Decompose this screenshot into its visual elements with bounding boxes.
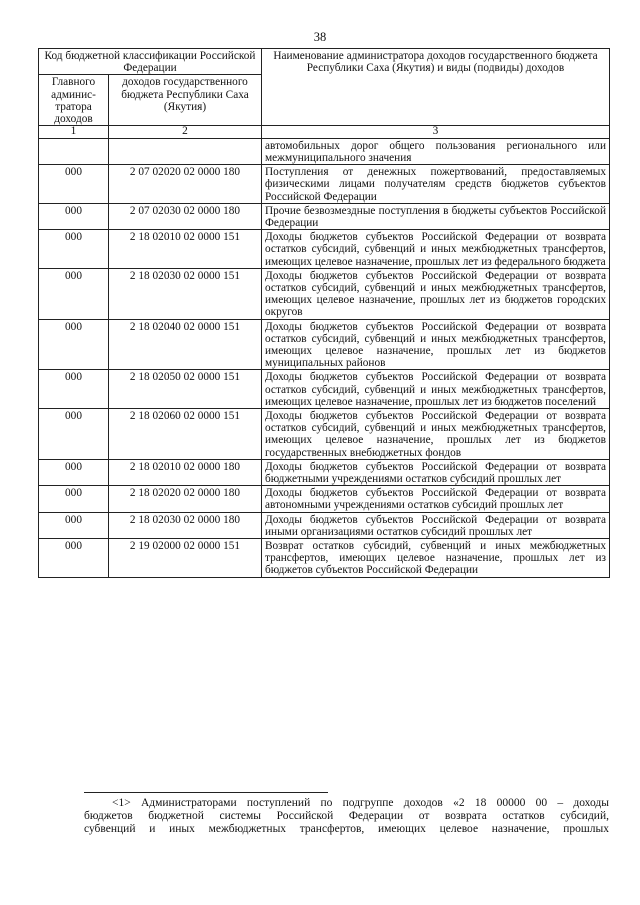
continuation-name-cell: автомобильных дорог общего пользования регионального или межмуниципального значения bbox=[262, 138, 610, 164]
column-number-2: 2 bbox=[109, 126, 262, 139]
admin-code-cell: 000 bbox=[39, 539, 109, 578]
income-name-cell: Доходы бюджетов субъектов Российской Федерации от возврата остатков субсидий, субвенций и иных межбюджетных трансфертов, имеющих целевое назначение, прошлых лет из бюджетов поселений bbox=[262, 370, 610, 409]
continuation-admin-cell bbox=[39, 138, 109, 164]
income-name-cell: Доходы бюджетов субъектов Российской Федерации от возврата остатков субсидий, субвенций и иных межбюджетных трансфертов, имеющих целевое назначение, прошлых лет из бюджетов государственных внебюджетных фондов bbox=[262, 408, 610, 459]
header-group-title: Код бюджетной классификации Российской Федерации bbox=[39, 49, 262, 75]
admin-code-cell: 000 bbox=[39, 370, 109, 409]
table-row bbox=[39, 319, 610, 370]
income-name-cell: Доходы бюджетов субъектов Российской Федерации от возврата иными организациями остатков субсидий прошлых лет bbox=[262, 512, 610, 538]
income-name-cell: Возврат остатков субсидий, субвенций и иных межбюджетных трансфертов, имеющих целевое назначение, прошлых лет из бюджетов субъектов Российской Федерации bbox=[262, 539, 610, 578]
income-name-cell: Доходы бюджетов субъектов Российской Федерации от возврата бюджетными учреждениями остатков субсидий прошлых лет bbox=[262, 459, 610, 485]
budget-code-cell: 2 18 02030 02 0000 151 bbox=[109, 268, 262, 319]
admin-code-cell: 000 bbox=[39, 512, 109, 538]
income-name-cell: Поступления от денежных пожертвований, предоставляемых физическими лицами получателям средств бюджетов субъектов Российской Федерации bbox=[262, 165, 610, 204]
income-name-cell: Доходы бюджетов субъектов Российской Федерации от возврата остатков субсидий, субвенций и иных межбюджетных трансфертов, имеющих целевое назначение, прошлых лет из бюджетов муниципальных районов bbox=[262, 319, 610, 370]
admin-code-cell: 000 bbox=[39, 486, 109, 512]
footnote-line-2: бюджетов бюджетной системы Российской Федерации от возврата остатков субсидий, bbox=[84, 810, 609, 822]
budget-code-cell: 2 18 02010 02 0000 151 bbox=[109, 230, 262, 269]
income-name-cell: Доходы бюджетов субъектов Российской Федерации от возврата автономными учреждениями остатков субсидий прошлых лет bbox=[262, 486, 610, 512]
budget-code-cell: 2 18 02040 02 0000 151 bbox=[109, 319, 262, 370]
header-admin-column: Главного админис-тратора доходов bbox=[39, 75, 109, 126]
column-number-1: 1 bbox=[39, 126, 109, 139]
table-row bbox=[39, 268, 610, 319]
table-row bbox=[39, 408, 610, 459]
budget-classification-table bbox=[38, 48, 610, 578]
column-number-3: 3 bbox=[262, 126, 610, 139]
budget-code-cell: 2 19 02000 02 0000 151 bbox=[109, 539, 262, 578]
admin-code-cell: 000 bbox=[39, 459, 109, 485]
table-row bbox=[39, 512, 610, 538]
table-row bbox=[39, 370, 610, 409]
income-name-cell: Доходы бюджетов субъектов Российской Федерации от возврата остатков субсидий, субвенций и иных межбюджетных трансфертов, имеющих целевое назначение, прошлых лет из бюджетов городских округов bbox=[262, 268, 610, 319]
admin-code-cell: 000 bbox=[39, 203, 109, 229]
page-number: 38 bbox=[313, 30, 327, 44]
admin-code-cell: 000 bbox=[39, 319, 109, 370]
admin-code-cell: 000 bbox=[39, 268, 109, 319]
continuation-code-cell bbox=[109, 138, 262, 164]
budget-code-cell: 2 18 02060 02 0000 151 bbox=[109, 408, 262, 459]
budget-code-cell: 2 18 02010 02 0000 180 bbox=[109, 459, 262, 485]
admin-code-cell: 000 bbox=[39, 230, 109, 269]
budget-code-cell: 2 18 02020 02 0000 180 bbox=[109, 486, 262, 512]
table-row bbox=[39, 230, 610, 269]
footnote-line-3: субвенций и иных межбюджетных трансфертов, имеющих целевое назначение, прошлых bbox=[84, 823, 609, 835]
budget-code-cell: 2 18 02050 02 0000 151 bbox=[109, 370, 262, 409]
budget-code-cell: 2 07 02020 02 0000 180 bbox=[109, 165, 262, 204]
income-name-cell: Доходы бюджетов субъектов Российской Федерации от возврата остатков субсидий, субвенций и иных межбюджетных трансфертов, имеющих целевое назначение, прошлых лет из федерального бюджета bbox=[262, 230, 610, 269]
budget-code-cell: 2 07 02030 02 0000 180 bbox=[109, 203, 262, 229]
budget-code-cell: 2 18 02030 02 0000 180 bbox=[109, 512, 262, 538]
header-code-column: доходов государственного бюджета Республики Саха (Якутия) bbox=[109, 75, 262, 126]
table-row bbox=[39, 165, 610, 204]
table-row bbox=[39, 486, 610, 512]
table-row bbox=[39, 203, 610, 229]
income-name-cell: Прочие безвозмездные поступления в бюджеты субъектов Российской Федерации bbox=[262, 203, 610, 229]
footnote-separator bbox=[84, 792, 328, 793]
header-number-row bbox=[39, 126, 610, 139]
footnote bbox=[84, 797, 609, 836]
admin-code-cell: 000 bbox=[39, 165, 109, 204]
table-body bbox=[39, 138, 610, 577]
footnote-line-1: <1> Администраторами поступлений по подгруппе доходов «2 18 00000 00 – доходы bbox=[112, 797, 609, 809]
table-row bbox=[39, 539, 610, 578]
header-name-column: Наименование администратора доходов государственного бюджета Республики Саха (Якутия) и виды (подвиды) доходов bbox=[262, 49, 610, 126]
continuation-row bbox=[39, 138, 610, 164]
header-row-group bbox=[39, 49, 610, 75]
table-row bbox=[39, 459, 610, 485]
admin-code-cell: 000 bbox=[39, 408, 109, 459]
